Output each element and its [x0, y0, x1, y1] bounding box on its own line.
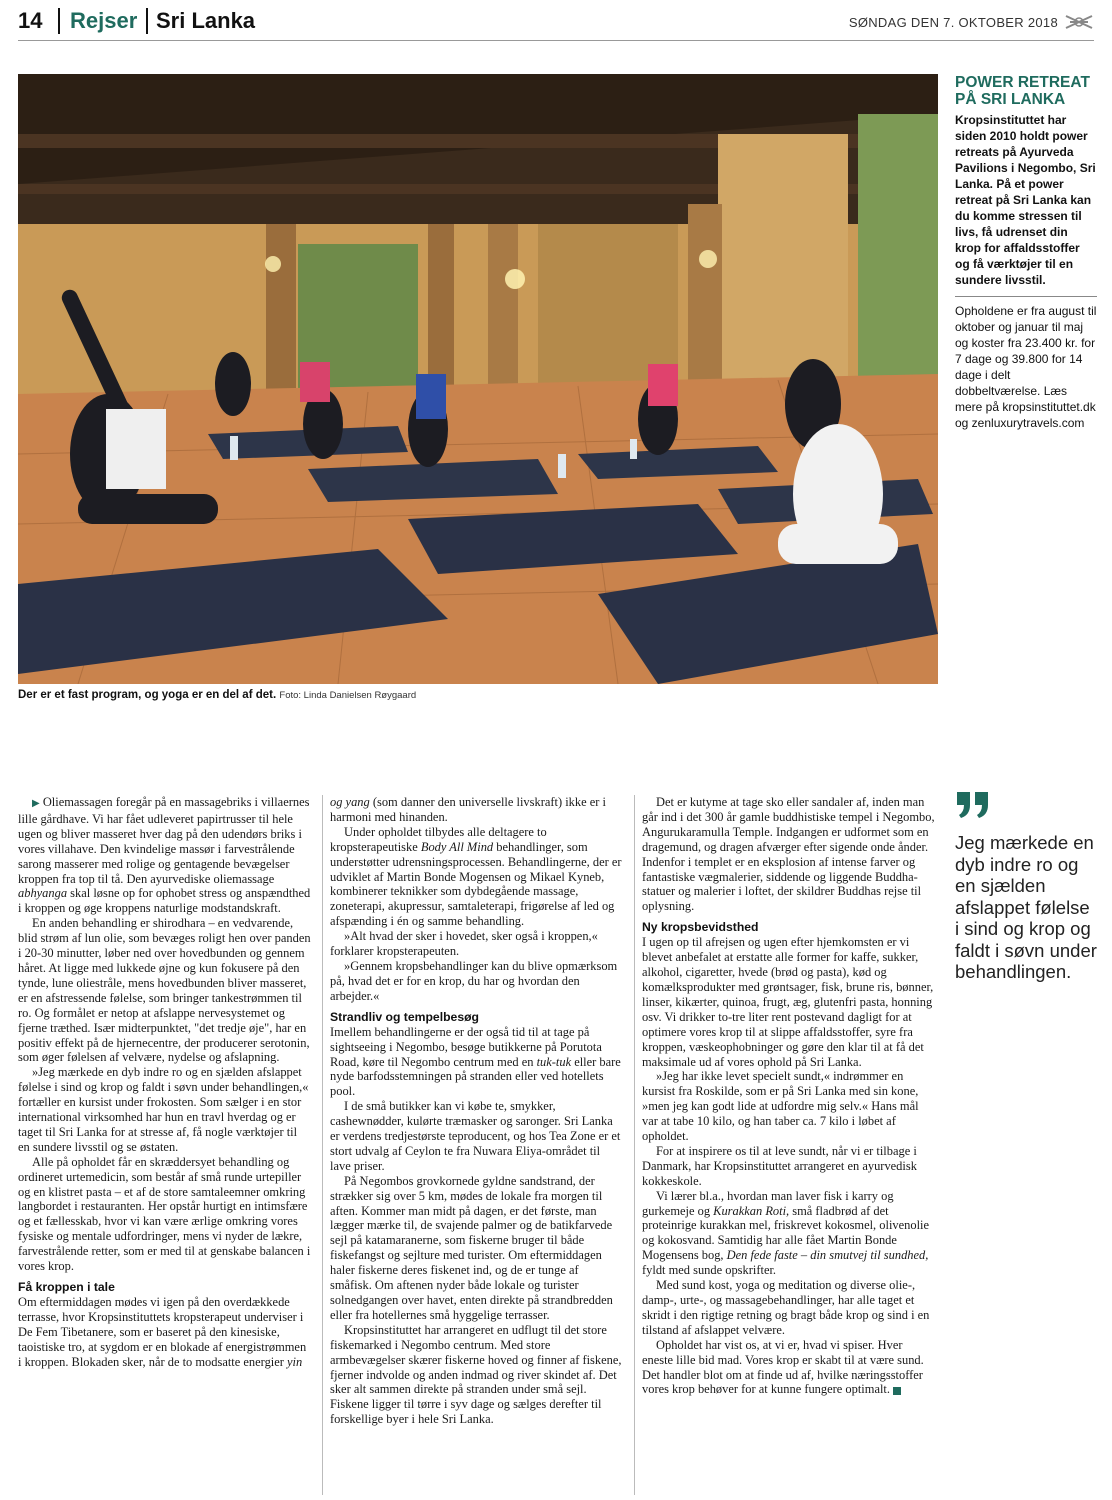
article-paragraph: »Gennem kropsbehandlinger kan du blive opmærksom på, hvad det er for en krop, du har og hvordan den arbejder.«	[330, 958, 618, 1003]
article-paragraph: I ugen op til afrejsen og ugen efter hjemkomsten er vi blevet anbefalet at erstatte alle former for kaffe, sukker, alkohol, cigaretter, hvede (brød og pasta), kød og komælksprodukter med grøntsager, fisk, brune ris, bønner, linser, kikærter, quinoa, frugt, æg, glutenfri pasta, honning osv. Vi drikker to-tre liter rent postevand dagligt for at optimere vores krop til at slippe affaldsstoffer, syre fra kroppen, væskeophobninger og gøre den klar til at få det maksimale ud af vores ophold på Sri Lanka.	[642, 935, 934, 1069]
header-divider	[146, 8, 148, 34]
issue-date: SØNDAG DEN 7. OKTOBER 2018	[848, 15, 1058, 30]
subheading: Ny kropsbevidsthed	[642, 920, 759, 935]
page-number: 14	[18, 8, 43, 33]
end-mark-icon	[893, 1387, 901, 1395]
fact-box-details: Opholdene er fra august til oktober og januar til maj og koster fra 23.400 kr. for 7 dage og 39.800 for 14 dage i delt dobbeltværelse. Læs mere på kropsinstituttet.dk og zenluxurytravels.com	[955, 304, 1097, 430]
article-column-2	[330, 795, 623, 1427]
header-rule	[18, 40, 1094, 41]
fact-box-divider	[955, 296, 1097, 297]
article-paragraph: Med sund kost, yoga og meditation og diverse olie-, damp-, urte-, og massagebehandlinger, har alle taget et skridt i den rigtige retning og bragt både krop og sind i en tilstand af afslappet velvære.	[642, 1278, 930, 1337]
subheading: Strandliv og tempelbesøg	[330, 1009, 479, 1024]
article-paragraph: og yang (som danner den universelle livskraft) ikke er i harmoni med hinanden.	[330, 795, 606, 824]
article-paragraph: »Jeg mærkede en dyb indre ro og en sjælden afslappet følelse i sind og krop og faldt i søvn under behandlingen,« fortæller en kursist under frokosten. Som sælger i en stor international virksomhed har hun en travl hverdag og er taget til Sri Lanka for at stresse af, få nogle værktøjer til en sundere livsstil og se østaten.	[18, 1065, 309, 1154]
section-name: Rejser	[70, 8, 138, 33]
article-paragraph: Opholdet har vist os, at vi er, hvad vi spiser. Hver eneste lille bid mad. Vores krop er skabt til at være sund. Det handler blot om at finde ud af, hvilke næringsstoffer vores krop behøver for at kunne fungere optimalt.	[642, 1337, 924, 1397]
quote-mark-icon	[955, 790, 991, 820]
article-paragraph: Imellem behandlingerne er der også tid til at tage på sightseeing i Negombo, besøge butikkerne på Porutota Road, køre til Negombo centrum med en tuk-tuk eller bare nyde barfodsstemningen på stranden eller ved hotellets pool.	[330, 1024, 621, 1099]
pull-quote: Jeg mærkede en dyb indre ro og en sjælden afslappet følelse i sind og krop og faldt i søvn under behandlingen.	[955, 832, 1097, 982]
article-column-1	[18, 795, 311, 1370]
article-paragraph: Alle på opholdet får en skræddersyet behandling og ordineret urtemedicin, som består af små runde urtepiller og en klistret pasta – et af de store samtaleemner omkring langbordet i restauranten. Her opstår hurtigt en intimsfære og et fællesskab, hvor vi kan være ærlige omkring vores fysiske og mentale udfordringer, mens vi nyder de lækre, farvestrålende retter, som er med til at genskabe balancen i vores krop.	[18, 1154, 311, 1274]
article-paragraph: Vi lærer bl.a., hvordan man laver fisk i karry og gurkemeje og Kurakkan Roti, små fladbrød af det proteinrige kurakkan mel, friskrevet kokosmel, olivenolie og kokosvand. Samtidig har alle fået Martin Bonde Mogensens bog, Den fede faste – din smutvej til sundhed, fyldt med sunde opskrifter.	[642, 1188, 930, 1278]
article-paragraph: »Jeg har ikke levet specielt sundt,« indrømmer en kursist fra Roskilde, som er på Sri Lanka med sin kone, »men jeg kan godt lide at udfordre mig selv.« Hans mål var at tabe 10 kilo, og han taber ca. 7 kilo i løbet af opholdet.	[642, 1069, 919, 1144]
yoga-photo	[18, 74, 938, 684]
fact-box-title	[955, 74, 1097, 108]
subheading: Få kroppen i tale	[18, 1280, 115, 1294]
column-divider	[634, 795, 635, 1495]
article-paragraph: På Negombos grovkornede gyldne sandstrand, der strækker sig over 5 km, mødes de lokale fra morgen til aften. Kommer man midt på dagen, er det første, man lægger mærke til, de svajende palmer og de batikfarvede sejl på katamaranerne, som fiskerne bruger til både fiskefangst og sejlture med turister. Om eftermiddagen haler fiskerne deres fiskenet ind, og de er tunge af småfisk. Om aftenen nyder både lokale og turister solnedgangen over havet, enten direkte på strandbredden eller fra hotellernes små hyggelige terrasser.	[330, 1173, 613, 1322]
article-paragraph: Det er kutyme at tage sko eller sandaler af, inden man går ind i det 300 år gamle buddhistiske tempel i Negombo, Angurukaramulla Temple. Indgangen er udformet som en dragemund, og dragen afværger efter sigende onde ånder. Indenfor i templet er en eksplosion af intense farver og fantastiske vægmalerier, siddende og liggende Buddha-statuer og malerier i loftet, der skildrer Buddhas rejse til oplysning.	[642, 795, 935, 914]
newspaper-logo-icon	[1064, 12, 1094, 32]
article-column-3	[642, 795, 935, 1397]
article-paragraph: Om eftermiddagen mødes vi igen på den overdækkede terrasse, hvor Kropsinstituttets kropsterapeut underviser i De Fem Tibetanere, som er baseret på den kinesiske, taoistiske tro, at sygdom er en blokade af energistrømmen i kroppen. Blokaden sker, når de to modsatte energier yin	[18, 1295, 307, 1369]
article-paragraph: I de små butikker kan vi købe te, smykker, cashewnødder, kulørte træmasker og saronger. Sri Lanka er verdens tredjestørste teproducent, og hos Tea Zone er et stort udvalg af Ceylon te fra Nuwara Eliya-området til lave priser.	[330, 1099, 621, 1173]
fact-box-title-line1: POWER RETREAT	[955, 74, 1090, 91]
fact-box-title-line2: PÅ SRI LANKA	[955, 91, 1066, 108]
article-paragraph: For at inspirere os til at leve sundt, når vi er tilbage i Danmark, har Kropsinstituttet arrangeret en ayurvedisk kokkeskole.	[642, 1143, 917, 1188]
article-paragraph: ▶ Oliemassagen foregår på en massagebriks i villaernes lille gårdhave. Vi har fået udleveret papirtrusser til hele ugen og bliver masseret hver dag på den udendørs briks i vores villahave. Den kvindelige massør i farvestrålende sarong masserer med rolige og gentagende bevægelser kroppen fra top til tå. Den ayurvediske oliemassage abhyanga skal løsne op for ophobet stress og anspændthed i kroppen og øge kroppens naturlige modstandskraft.	[18, 795, 311, 916]
article-paragraph: Under opholdet tilbydes alle deltagere to kropsterapeutiske Body All Mind behandlinger, som understøtter udrensningsprocessen. Behandlingerne, der er udviklet af Martin Bonde Mogensen og Mikael Kyneb, kombinerer teknikker som dybdegående massage, zoneterapi, akupressur, samtaleterapi, frigørelse af led og afspænding i én og samme behandling.	[330, 824, 622, 929]
article-paragraph: Kropsinstituttet har arrangeret en udflugt til det store fiskemarked i Negombo centrum. Med store armbevægelser skærer fiskerne hoved og finner af fiskene, fjerner indvolde og anden indmad og river skindet af. Det sker alt sammen direkte på stranden under små sejl. Fiskene ligger til tørre i syv dage og sælges derefter til forskellige byer i hele Sri Lanka.	[330, 1322, 622, 1427]
article-paragraph: »Alt hvad der sker i hovedet, sker også i kroppen,« forklarer kropsterapeuten.	[330, 929, 598, 959]
photo-credit: Foto: Linda Danielsen Røygaard	[279, 690, 417, 701]
topic-name: Sri Lanka	[156, 8, 256, 33]
column-divider	[322, 795, 323, 1495]
photo-caption	[18, 689, 416, 701]
fact-box-intro: Kropsinstituttet har siden 2010 holdt power retreats på Ayurveda Pavilions i Negombo, Sri Lanka. På et power retreat på Sri Lanka kan du komme stressen til livs, få udrenset din krop for affaldsstoffer og få værktøjer til en sundere livsstil.	[955, 113, 1096, 287]
caption-text: Der er et fast program, og yoga er en del af det.	[18, 689, 277, 701]
header-divider	[58, 8, 60, 34]
fact-box	[955, 74, 1097, 431]
article-paragraph: En anden behandling er shirodhara – en vedvarende, blid strøm af lun olie, som bevæges roligt hen over panden i 20-30 minutter, løber ned over hovedbunden og gennem håret. At ligge med lukkede øjne og kun fokusere på den tynde, lune oliestråle, mens hovedbunden bliver masseret, er en afstressende følelse, som bringer tankestrømmen til ro. Og formålet er netop at afslappe nervesystemet og fjerne træthed. Især midterpunktet, "det tredje øje", har en positiv effekt på de hjernecentre, der producerer serotonin, som øger følelsen af velvære, nydelse og afslapning.	[18, 916, 311, 1065]
continuation-arrow-icon: ▶	[32, 798, 40, 809]
